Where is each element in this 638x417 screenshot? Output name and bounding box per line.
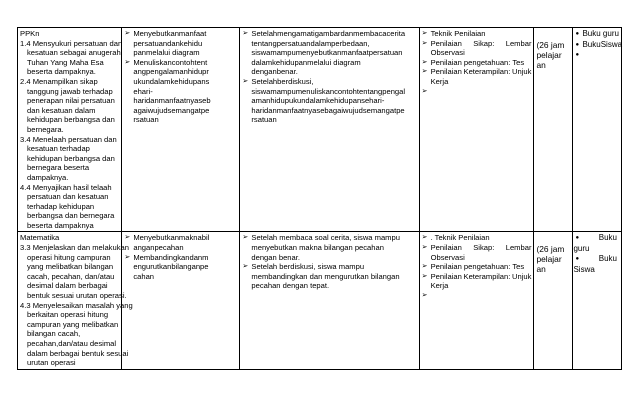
text-line: (26 jam xyxy=(536,244,565,255)
text-line: angpengalamanhidupr xyxy=(133,67,209,77)
assessment-item xyxy=(422,291,532,301)
bullet-text xyxy=(431,29,532,39)
indikator-cell xyxy=(122,28,240,232)
lesson-plan-table xyxy=(17,27,622,370)
text-line: cahan xyxy=(133,271,155,281)
text-line: Setelah berdiskusi, siswa mampu xyxy=(251,262,365,272)
bullet-text xyxy=(573,233,619,254)
arrow-bullet-icon: ➢ xyxy=(421,58,428,66)
activity-item xyxy=(242,29,416,77)
competency-text: Menjelaskan dan melakukan xyxy=(32,243,129,253)
arrow-bullet-icon: ➢ xyxy=(242,234,249,242)
dot-bullet-icon: ● xyxy=(575,235,580,242)
word: Sikap: xyxy=(473,243,495,253)
arrow-bullet-icon: ➢ xyxy=(421,68,428,76)
indicator-item xyxy=(124,233,237,252)
word: Penilaian xyxy=(430,243,462,253)
arrow-bullet-icon: ➢ xyxy=(124,58,131,66)
text-line: BukuSiswa xyxy=(582,39,623,49)
competency-item xyxy=(20,38,123,77)
assessment-item xyxy=(422,272,532,291)
assessment-item xyxy=(422,67,532,86)
indicator-item xyxy=(124,58,237,125)
arrow-bullet-icon: ➢ xyxy=(421,39,428,47)
competency-text: Menyelesaikan masalah yang xyxy=(32,300,133,310)
text-line xyxy=(431,243,532,253)
text-line: an xyxy=(536,264,546,275)
text-line: Menyebutkanmanfaat xyxy=(133,29,207,38)
text-line: penerapan nilai persatuan xyxy=(27,96,115,106)
text-line: Buku guru xyxy=(582,29,619,38)
text-line: Observasi xyxy=(430,48,465,58)
dot-bullet-icon: ● xyxy=(575,256,580,263)
bullet-text xyxy=(431,291,532,301)
bullet-text xyxy=(431,272,532,291)
word: Lembar xyxy=(505,38,532,48)
competency-number: 4.3 xyxy=(20,300,31,310)
word: Penilaian xyxy=(430,67,462,77)
text-line: kesatuan terhadap xyxy=(27,144,90,154)
text-line: Menyebutkanmaknabil xyxy=(133,233,210,243)
text-line: . Teknik Penilaian xyxy=(430,233,490,243)
bullet-text xyxy=(251,77,416,125)
text-line: Penilaian pengetahuan: Tes xyxy=(430,262,525,272)
activity-item xyxy=(242,233,416,262)
competency-number: 4.4 xyxy=(20,182,31,192)
text-line: bilangan cacah, xyxy=(27,329,81,339)
kd-cell xyxy=(18,28,122,232)
text-line: yang melibatkan bilangan xyxy=(27,262,114,272)
text-line: Kerja xyxy=(430,76,449,86)
text-line: haridanmanfaatnyasebagaiwujudsemangatpe xyxy=(251,105,405,115)
text-line: operasi hitung campuran xyxy=(27,252,111,262)
text-line: haridanmanfaatnyaseb xyxy=(133,96,211,106)
text-line: rsatuan xyxy=(133,115,159,125)
word: Penilaian xyxy=(430,38,462,48)
word: Unjuk xyxy=(512,67,532,77)
arrow-bullet-icon: ➢ xyxy=(421,263,428,271)
text-line xyxy=(20,135,119,145)
competency-text: Menelaah persatuan dan xyxy=(32,134,117,144)
text-line: dalam berbagai bentuk sesuai xyxy=(27,348,129,358)
text-line: pelajar xyxy=(536,254,562,265)
text-line: kehidupan berbangsa dan xyxy=(27,115,115,125)
text-line: campuran yang melibatkan xyxy=(27,319,119,329)
text-line: bernegara. xyxy=(27,124,64,134)
bullet-text xyxy=(573,254,619,275)
sumber-cell xyxy=(573,28,622,232)
text-line: engurutkanbilanganpe xyxy=(133,262,209,272)
bullet-text xyxy=(431,58,532,68)
text-line: (26 jam xyxy=(536,40,565,50)
text-line: Teknik Penilaian xyxy=(430,29,486,38)
text-line: berbangsa dan bernegara xyxy=(27,211,115,221)
arrow-bullet-icon: ➢ xyxy=(421,292,428,300)
text-line: siswamampumenuliskancontohtentangpengal xyxy=(251,86,406,96)
indikator-cell xyxy=(122,232,240,369)
subject-title: Matematika xyxy=(20,233,60,243)
bullet-text xyxy=(133,233,237,252)
text-line: rsatuan xyxy=(251,115,277,125)
competency-number: 2.4 xyxy=(20,76,31,86)
resource-item xyxy=(575,39,623,51)
word: Sikap: xyxy=(473,38,495,48)
competency-item xyxy=(20,135,119,183)
text-line: Setelah membaca soal cerita, siswa mampu xyxy=(251,233,400,243)
word: Keterampilan: xyxy=(463,67,511,77)
arrow-bullet-icon: ➢ xyxy=(124,234,131,242)
text-line: bernegara beserta xyxy=(27,163,90,173)
text-line: tentangpersatuandalamperbedaan, xyxy=(251,38,370,48)
assessment-item xyxy=(422,243,532,262)
text-line: Siswa xyxy=(573,264,595,274)
text-line: Menuliskancontohtent xyxy=(133,57,208,67)
indicator-item xyxy=(124,253,237,282)
bullet-text xyxy=(251,233,416,262)
text-line: persatuan dan kesatuan xyxy=(27,192,109,202)
arrow-bullet-icon: ➢ xyxy=(242,77,249,85)
text-line: Penilaian pengetahuan: Tes xyxy=(430,57,525,67)
competency-number: 3.4 xyxy=(20,134,31,144)
assessment-item xyxy=(422,29,532,39)
bullet-text xyxy=(133,29,237,58)
waktu-cell xyxy=(534,232,573,369)
competency-text: Mensyukuri persatuan dan xyxy=(32,38,123,48)
text-line: berkaitan operasi hitung xyxy=(27,310,109,320)
kd-cell xyxy=(18,232,133,369)
text-line: pecahan,dan/atau desimal xyxy=(27,339,117,348)
bullet-text xyxy=(431,67,532,86)
text-line: dengan benar. xyxy=(251,252,300,262)
activity-item xyxy=(242,262,416,291)
text-line xyxy=(582,50,619,61)
text-line: Setelahberdiskusi, xyxy=(251,76,314,86)
word: Lembar xyxy=(505,243,532,253)
resource-item xyxy=(575,29,619,40)
text-line: pecahan dengan tepat. xyxy=(251,281,330,291)
activity-item xyxy=(242,77,416,125)
text-line: desimal dalam berbagai xyxy=(27,281,108,291)
kegiatan-cell xyxy=(240,232,419,369)
arrow-bullet-icon: ➢ xyxy=(421,244,428,252)
text-line xyxy=(20,243,129,253)
text-line xyxy=(431,272,532,282)
word: Unjuk xyxy=(512,271,532,281)
bullet-text xyxy=(582,29,619,40)
bullet-text xyxy=(251,29,416,77)
table-row xyxy=(18,232,622,369)
text-line xyxy=(20,77,119,87)
text-line: Observasi xyxy=(430,252,465,262)
text-line xyxy=(20,183,119,193)
bullet-text xyxy=(431,233,532,243)
competency-item xyxy=(20,77,119,135)
competency-item xyxy=(20,243,129,301)
text-line: pelajar xyxy=(536,50,562,60)
text-line: siswamampumenyebutkanmanfaatpersatuan xyxy=(251,48,403,58)
bullet-text xyxy=(582,50,619,61)
bullet-text xyxy=(431,87,532,97)
sumber-cell xyxy=(573,232,622,369)
indicator-item xyxy=(124,29,237,58)
bullet-text xyxy=(251,262,416,291)
resource-item xyxy=(575,254,619,275)
text-line: Tuhan Yang Maha Esa xyxy=(27,57,104,67)
text-line: beserta dampaknya xyxy=(27,220,94,230)
dot-bullet-icon: ● xyxy=(575,31,580,37)
text-line: Buku xyxy=(598,233,617,243)
text-line: guru xyxy=(573,243,590,253)
resource-item xyxy=(575,50,619,61)
arrow-bullet-icon: ➢ xyxy=(242,263,249,271)
text-line: kesatuan sebagai anugerah xyxy=(27,48,121,58)
word: Penilaian xyxy=(430,271,462,281)
subject-title: PPKn xyxy=(20,29,40,38)
text-line xyxy=(20,38,123,49)
text-line: beserta dampaknya. xyxy=(27,67,96,77)
text-line: Setelahmengamatigambardanmembacacerita xyxy=(251,29,406,38)
competency-text: Menyajikan hasil telaah xyxy=(32,182,112,192)
arrow-bullet-icon: ➢ xyxy=(421,272,428,280)
dot-bullet-icon: ● xyxy=(575,52,580,58)
text-line: menyebutkan makna bilangan pecahan xyxy=(251,243,384,253)
text-line xyxy=(20,300,133,311)
arrow-bullet-icon: ➢ xyxy=(421,234,428,242)
penilaian-cell xyxy=(419,28,534,232)
bullet-text xyxy=(431,243,532,262)
text-line: agaiwujudsemangatpe xyxy=(133,105,210,115)
competency-text: Menampilkan sikap xyxy=(32,76,98,86)
text-line: terhadap kehidupan xyxy=(27,201,95,211)
text-line: dalamkehidupanmelalui diagram xyxy=(251,57,361,67)
assessment-item xyxy=(422,262,532,272)
competency-item xyxy=(20,300,133,368)
text-line: panmelalui diagram xyxy=(133,48,200,58)
text-line xyxy=(431,39,532,49)
assessment-item xyxy=(422,87,532,97)
waktu-cell xyxy=(534,28,573,232)
assessment-item xyxy=(422,58,532,68)
bullet-text xyxy=(431,262,532,272)
bullet-text xyxy=(133,253,237,282)
text-line: ukundalamkehidupans xyxy=(133,76,210,86)
arrow-bullet-icon: ➢ xyxy=(242,30,249,37)
text-line: cacah, pecahan, dan/atau xyxy=(27,271,115,281)
competency-number: 3.3 xyxy=(20,243,31,253)
word: Keterampilan: xyxy=(463,271,511,281)
kegiatan-cell xyxy=(240,28,419,232)
text-line: persatuandankehidu xyxy=(133,38,203,48)
text-line: bentuk sesuai urutan operasi. xyxy=(27,291,127,301)
bullet-text xyxy=(582,39,623,51)
bullet-text xyxy=(133,58,237,125)
text-line: an xyxy=(536,60,546,70)
arrow-bullet-icon: ➢ xyxy=(421,30,428,37)
penilaian-cell xyxy=(419,232,534,369)
arrow-bullet-icon: ➢ xyxy=(124,253,131,261)
text-line: kehidupan berbangsa dan xyxy=(27,153,115,163)
text-line: anganpecahan xyxy=(133,243,184,253)
text-line: Buku xyxy=(598,254,617,264)
arrow-bullet-icon: ➢ xyxy=(124,30,131,37)
competency-item xyxy=(20,183,119,231)
text-line: amanhidupukundalamkehidupansehari- xyxy=(251,96,385,106)
arrow-bullet-icon: ➢ xyxy=(421,87,428,95)
text-line: tanggung jawab terhadap xyxy=(27,86,113,96)
text-line: dan kesatuan dalam xyxy=(27,105,96,115)
text-line: ehari- xyxy=(133,86,153,96)
text-line: Membandingkandanm xyxy=(133,252,209,262)
bullet-text xyxy=(431,39,532,58)
text-line: dampaknya. xyxy=(27,172,69,182)
competency-number: 1.4 xyxy=(20,38,31,48)
resource-item xyxy=(575,233,619,254)
text-line: membandingkan dan mengurutkan bilangan xyxy=(251,271,400,281)
text-line xyxy=(431,67,532,77)
text-line: urutan operasi xyxy=(27,358,76,368)
assessment-item xyxy=(422,39,532,58)
text-line: denganbenar. xyxy=(251,67,298,77)
assessment-item xyxy=(422,233,532,243)
table-row xyxy=(18,28,622,232)
text-line xyxy=(431,291,532,301)
text-line xyxy=(431,87,532,97)
text-line: Kerja xyxy=(430,281,449,291)
dot-bullet-icon: ● xyxy=(575,41,580,48)
